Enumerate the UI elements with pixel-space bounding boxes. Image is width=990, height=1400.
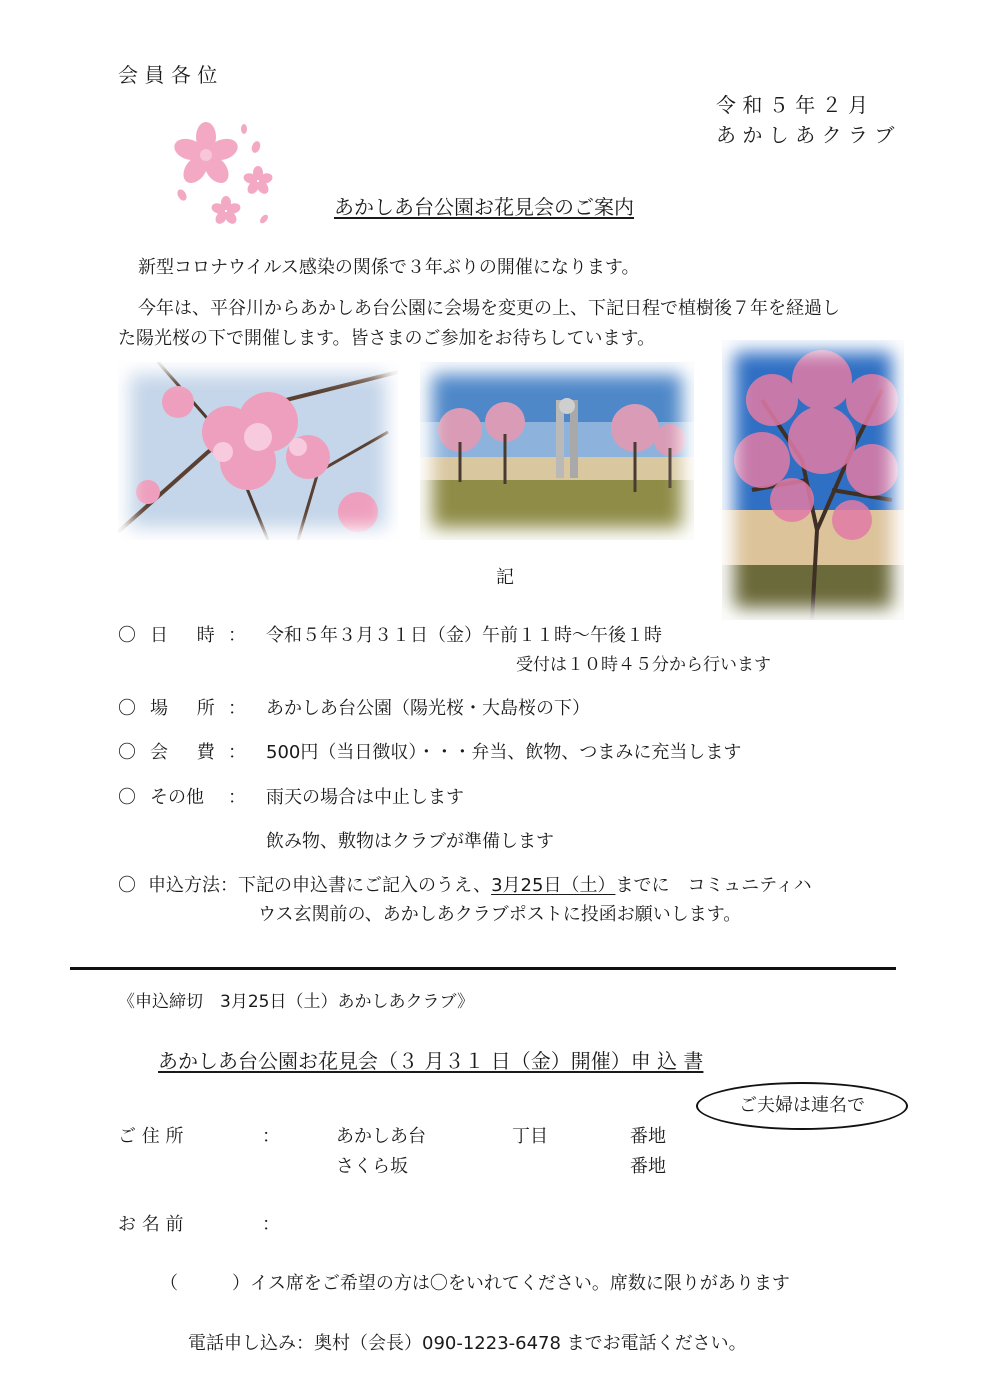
notice-title: あかしあ台公園お花見会のご案内 xyxy=(334,195,634,219)
place-colon: ： xyxy=(228,698,246,719)
datetime-marker: 〇 xyxy=(118,625,136,646)
other-value-rain: 雨天の場合は中止します xyxy=(266,787,464,808)
apply-text-after: までに コミュニティハ xyxy=(615,875,812,896)
intro-paragraph-1: 新型コロナウイルス感染の関係で３年ぶりの開催になります。 xyxy=(138,257,640,278)
cherry-tree-photo xyxy=(722,340,904,620)
intro-paragraph-2-line-2: た陽光桜の下で開催します。皆さまのご参加をお待ちしています。 xyxy=(118,328,656,349)
other-marker: 〇 xyxy=(118,787,136,808)
address-chome: 丁目 xyxy=(512,1126,548,1147)
chair-checkbox-bracket: （ ） xyxy=(160,1273,250,1294)
apply-label-text: 申込方法： xyxy=(148,875,238,896)
sakura-flower-icon xyxy=(168,115,280,233)
address-area-akashiadai: あかしあ台 xyxy=(336,1126,426,1147)
couple-note-oval xyxy=(696,1082,908,1130)
recipients: 会員各位 xyxy=(118,63,224,87)
place-label: 場 所 xyxy=(150,698,221,719)
cherry-blossom-closeup-photo xyxy=(118,362,398,540)
ki-heading: 記 xyxy=(496,567,514,588)
couple-note: ご夫婦は連名で xyxy=(739,1095,865,1116)
chair-request-text: イス席をご希望の方は〇をいれてください。席数に限りがあります xyxy=(250,1273,790,1294)
datetime-colon: ： xyxy=(228,625,246,646)
apply-label xyxy=(148,874,812,898)
other-value-supplies: 飲み物、敷物はクラブが準備します xyxy=(266,831,554,852)
fee-value: 500円（当日徴収）・・・弁当、飲物、つまみに充当します xyxy=(266,742,742,763)
cut-line xyxy=(70,967,896,970)
apply-deadline: 3月25日（土） xyxy=(491,875,616,896)
place-value: あかしあ台公園（陽光桜・大島桜の下） xyxy=(266,698,590,719)
place-marker: 〇 xyxy=(118,698,136,719)
other-colon: ： xyxy=(228,787,246,808)
address-colon: ： xyxy=(262,1126,280,1147)
issue-date: 令和５年２月 xyxy=(716,93,875,117)
form-title: あかしあ台公園お花見会（３ 月３１ 日（金）開催）申 込 書 xyxy=(158,1049,704,1073)
sender-club: あかしあクラブ xyxy=(716,123,901,147)
intro-paragraph-2-line-1: 今年は、平谷川からあかしあ台公園に会場を変更の上、下記日程で植樹後７年を経過し xyxy=(138,298,840,319)
phone-application: 電話申し込み：奥村（会長）090-1223-6478 までお電話ください。 xyxy=(188,1333,747,1354)
name-label: お名前 xyxy=(118,1214,190,1235)
datetime-value: 令和５年３月３１日（金）午前１１時～午後１時 xyxy=(266,625,662,646)
fee-label: 会 費 xyxy=(150,742,221,763)
apply-marker: 〇 xyxy=(118,875,136,896)
address-banchi-1: 番地 xyxy=(630,1126,666,1147)
form-deadline-note: 《申込締切 3月25日（土）あかしあクラブ》 xyxy=(118,992,474,1012)
fee-marker: 〇 xyxy=(118,742,136,763)
address-banchi-2: 番地 xyxy=(630,1156,666,1177)
apply-text-line-2: ウス玄関前の、あかしあクラブポストに投函お願いします。 xyxy=(258,904,742,925)
name-colon: ： xyxy=(262,1214,280,1235)
address-area-sakurazaka: さくら坂 xyxy=(336,1156,408,1177)
fee-colon: ： xyxy=(228,742,246,763)
apply-text-before: 下記の申込書にご記入のうえ、 xyxy=(238,875,492,896)
address-label: ご住所 xyxy=(118,1126,190,1147)
other-label: その他 xyxy=(150,787,204,808)
park-clock-tower-photo xyxy=(420,362,694,540)
reception-note: 受付は１０時４５分から行います xyxy=(516,655,771,675)
chair-request-line xyxy=(160,1272,790,1296)
datetime-label: 日 時 xyxy=(150,625,221,646)
